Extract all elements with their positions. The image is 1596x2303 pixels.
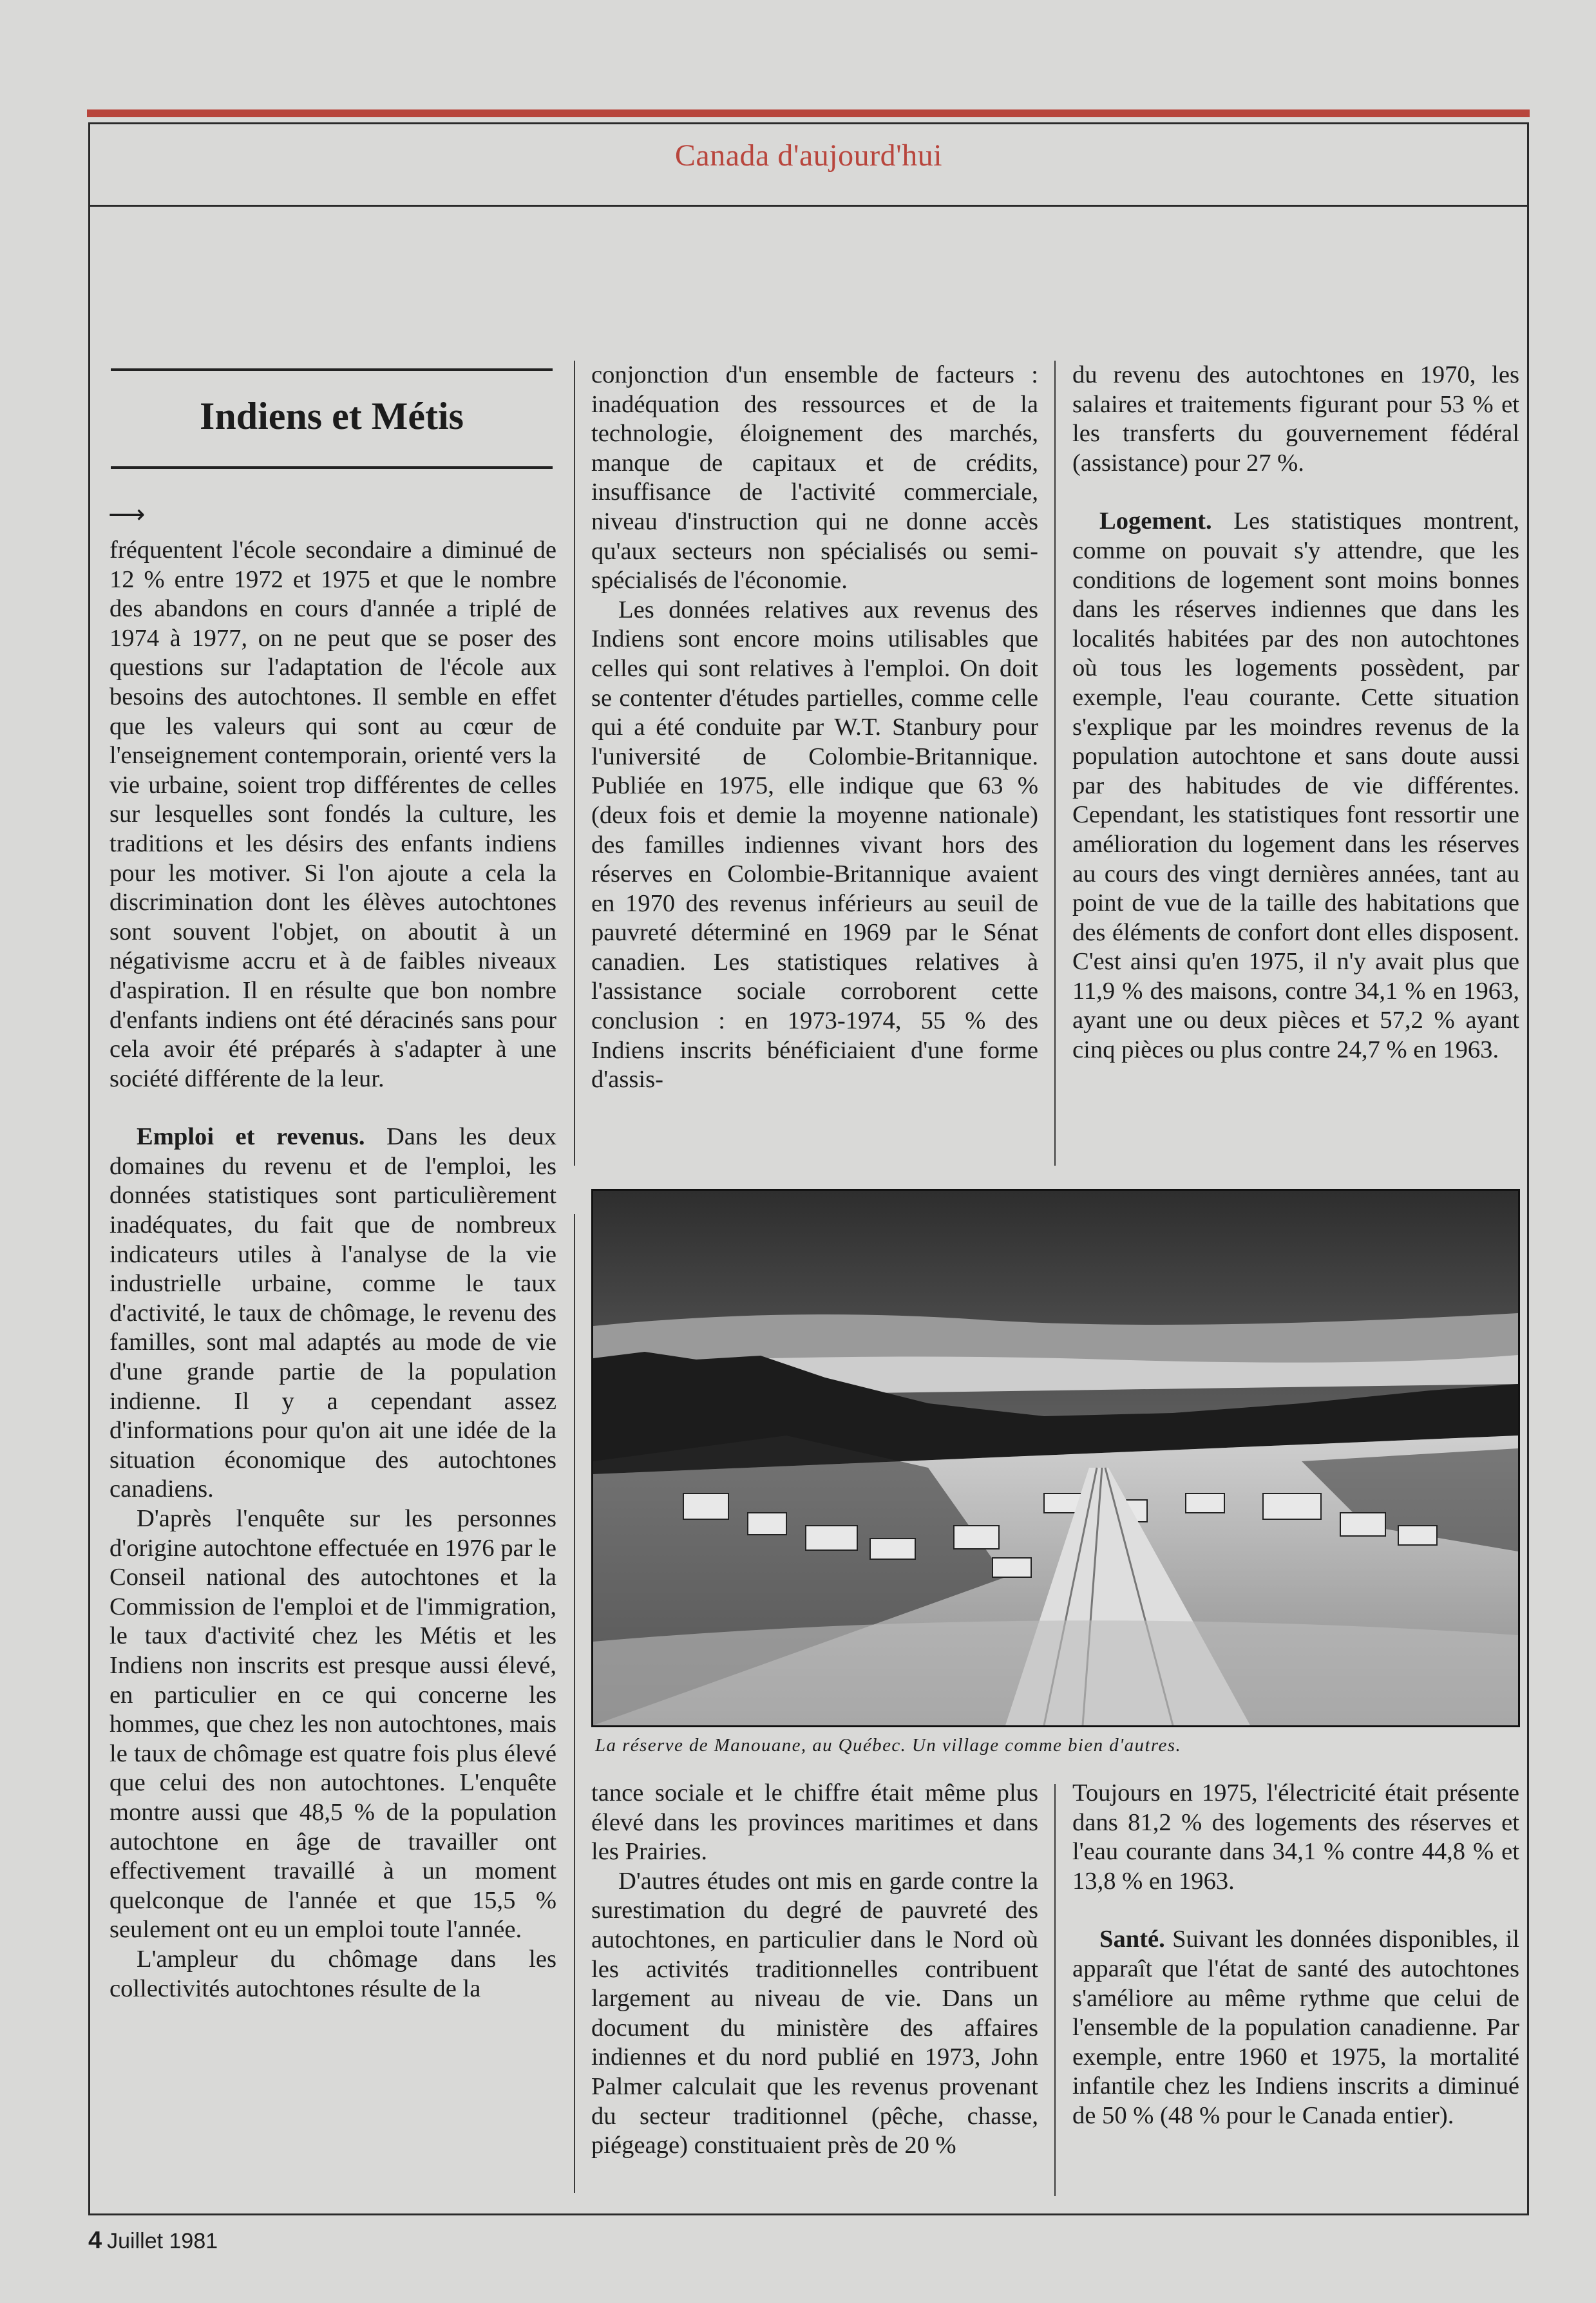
title-rule-top <box>111 368 553 371</box>
col3-bottom-paragraph-2-text: Suivant les données disponibles, il apparaît que l'état de santé des autochtones s'améliore au même rythme que celui de l'ensemble de la population canadienne. Par exemple, entre 1960 et 1975, la mortalité infantile chez les Indiens inscrits a diminué de 50 % (48 % pour le Canada entier). <box>1072 1926 1519 2129</box>
col2-bottom-paragraph-1: tance sociale et le chiffre était même plus élevé dans les provinces maritimes et dans les Prairies. <box>591 1779 1038 1866</box>
top-red-rule <box>87 109 1530 117</box>
column-3-top <box>1072 361 1519 1065</box>
page-folio <box>88 2227 218 2255</box>
col1-paragraph-4: L'ampleur du chômage dans les collectivités autochtones résulte de la <box>109 1945 556 2002</box>
header-divider <box>88 205 1529 207</box>
column-rule-2-bottom <box>1054 1784 1056 2196</box>
issue-date: Juillet 1981 <box>107 2229 218 2253</box>
village-photo-illustration <box>593 1191 1518 1725</box>
col3-paragraph-2 <box>1072 507 1519 1065</box>
col2-paragraph-1: conjonction d'un ensemble de facteurs : inadéquation des ressources et de la technologie, éloignement des marchés, manque de capitaux et de crédits, insuffisance de l'activité commerciale, niveau d'instruction qui ne donne accès qu'aux secteurs non spécialisés ou semi-spécialisés de l'économie. <box>591 361 1038 594</box>
article-title: Indiens et Métis <box>200 395 464 437</box>
column-rule-2-top <box>1054 361 1056 1166</box>
running-head: Canada d'aujourd'hui <box>674 138 943 173</box>
column-rule-1-bottom <box>574 1214 575 2193</box>
column-rule-1-top <box>574 361 575 1166</box>
column-1 <box>109 536 556 2004</box>
column-3-bottom <box>1072 1779 1519 2131</box>
continuation-arrow-icon: ⟶ <box>108 500 146 529</box>
page-number: 4 <box>88 2227 102 2254</box>
col1-paragraph-1: fréquentent l'école secondaire a diminué de 12 % entre 1972 et 1975 et que le nombre des abandons en cours d'année a triplé de 1974 à 1977, on ne peut que se poser des questions sur l'adaptation de l'école aux besoins des autochtones. Il semble en effet que les valeurs qui sont au cœur de l'enseignement contemporain, orienté vers la vie urbaine, soient trop différentes de celles sur lesquelles sont fondés la culture, les traditions et les désirs des enfants indiens pour les motiver. Si l'on ajoute a cela la discrimination dont les élèves autochtones sont souvent l'objet, on aboutit à un négativisme accru et à de faibles niveaux d'aspiration. Il en résulte que bon nombre d'enfants indiens ont été déracinés sans pour cela avoir été préparés à s'adapter à une société différente de la leur. <box>109 536 556 1092</box>
section-heading-sante: Santé. <box>1099 1926 1165 1953</box>
section-heading-emploi: Emploi et revenus. <box>137 1123 365 1151</box>
col3-paragraph-1: du revenu des autochtones en 1970, les salaires et traitements figurant pour 53 % et les transferts du gouvernement fédéral (assistance) pour 27 %. <box>1072 361 1519 477</box>
column-2-bottom <box>591 1779 1038 2161</box>
col1-paragraph-2-text: Dans les deux domaines du revenu et de l'emploi, les données statistiques sont particulièrement inadéquates, du fait que de nombreux indicateurs utiles à l'analyse de la vie industrielle urbaine, comme le taux d'activité, le taux de chômage, le revenu des familles, sont mal adaptés au mode de vie d'une grande partie de la population indienne. Il y a cependant assez d'informations pour qu'on ait une idée de la situation économique des autochtones canadiens. <box>109 1123 556 1503</box>
village-photo <box>591 1189 1520 1727</box>
section-heading-logement: Logement. <box>1099 507 1212 535</box>
title-rule-bottom <box>111 466 553 469</box>
col3-bottom-paragraph-2 <box>1072 1925 1519 2130</box>
col3-bottom-paragraph-1: Toujours en 1975, l'électricité était présente dans 81,2 % des logements des réserves et l'eau courante dans 34,1 % contre 44,8 % et 13,8 % en 1963. <box>1072 1779 1519 1895</box>
col2-bottom-paragraph-2: D'autres études ont mis en garde contre la surestimation du degré de pauvreté des autochtones, en particulier dans le Nord où les activités traditionnelles contribuent largement au niveau de vie. Dans un document du ministère des affaires indiennes et du nord publié en 1973, John Palmer calculait que les revenus provenant du secteur traditionnel (pêche, chasse, piégeage) constituaient près de 20 % <box>591 1867 1038 2159</box>
col1-paragraph-3: D'après l'enquête sur les personnes d'origine autochtone effectuée en 1976 par le Conseil national des autochtones et la Commission de l'emploi et de l'immigration, le taux d'activité chez les Métis et les Indiens non inscrits est presque aussi élevé, en particulier en ce qui concerne les hommes, que chez les non autochtones, mais le taux de chômage est quatre fois plus élevé que celui des non autochtones. L'enquête montre aussi que 48,5 % de la population autochtone en âge de travailler ont effectivement travaillé à un moment quelconque de l'année et que 15,5 % seulement ont eu un emploi toute l'année. <box>109 1505 556 1944</box>
col2-paragraph-2: Les données relatives aux revenus des Indiens sont encore moins utilisables que celles qui sont relatives à l'emploi. On doit se contenter d'études partielles, comme celle qui a été conduite par W.T. Stanbury pour l'université de Colombie-Britannique. Publiée en 1975, elle indique que 63 % (deux fois et demie la moyenne nationale) des familles indiennes vivant hors des réserves en Colombie-Britannique avaient en 1970 des revenus inférieurs au seuil de pauvreté déterminé en 1969 par le Sénat canadien. Les statistiques relatives à l'assistance sociale corroborent cette conclusion : en 1973-1974, 55 % des Indiens inscrits bénéficiaient d'une forme d'assis- <box>591 596 1038 1094</box>
column-2-top <box>591 361 1038 1095</box>
col1-paragraph-2 <box>109 1123 556 1504</box>
photo-caption: La réserve de Manouane, au Québec. Un village comme bien d'autres. <box>595 1735 1182 1756</box>
col3-paragraph-2-text: Les statistiques montrent, comme on pouvait s'y attendre, que les conditions de logement sont moins bonnes dans les réserves indiennes que dans les localités habitées par des non autochtones où tous les logements possèdent, par exemple, l'eau courante. Cette situation s'explique par les moindres revenus de la population autochtone et sans doute aussi par des habitudes de vie différentes. Cependant, les statistiques font ressortir une amélioration du logement dans les réserves au cours des vingt dernières années, tant au point de vue de la taille des habitations que des éléments de confort dont elles disposent. C'est ainsi qu'en 1975, il n'y avait plus que 11,9 % des maisons, contre 34,1 % en 1963, ayant une ou deux pièces et 57,2 % ayant cinq pièces ou plus contre 24,7 % en 1963. <box>1072 507 1519 1064</box>
